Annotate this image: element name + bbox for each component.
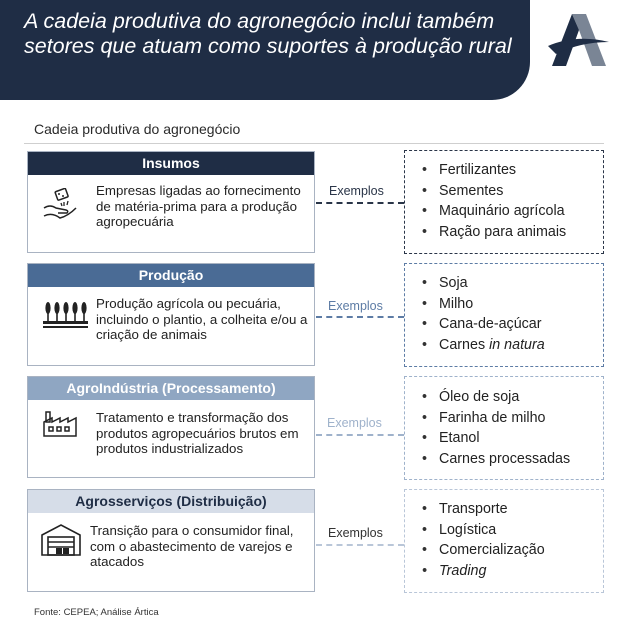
list-item: • Fertilizantes [405, 160, 603, 181]
section-title: Insumos [28, 152, 314, 175]
section-agroindustria [27, 376, 315, 478]
section-description: Empresas ligadas ao fornecimento de matéria-prima para a produção agropecuária [96, 183, 301, 229]
list-item: • Cana-de-açúcar [405, 314, 603, 335]
seed-hand-icon [42, 188, 82, 222]
list-item: • Carnes processadas [405, 449, 603, 470]
list-item: • Trading [405, 561, 603, 582]
section-description: Produção agrícola ou pecuária, incluindo o plantio, a colheita e/ou a criação de animais [96, 296, 308, 342]
chain-subtitle: Cadeia produtiva do agronegócio [34, 121, 241, 137]
source-note: Fonte: CEPEA; Análise Ártica [34, 607, 159, 618]
list-item: • Ração para animais [405, 222, 603, 243]
list-item: • Logística [405, 520, 603, 541]
section-description: Tratamento e transformação dos produtos agropecuários brutos em produtos industrializados [96, 410, 299, 456]
list-item: • Farinha de milho [405, 408, 603, 429]
section-title: Produção [28, 264, 314, 287]
list-item: • Soja [405, 273, 603, 294]
examples-list-agrosservicos [404, 489, 604, 593]
examples-label: Exemplos [329, 184, 384, 198]
list-item: • Transporte [405, 499, 603, 520]
examples-list-producao [404, 263, 604, 367]
section-title: AgroIndústria (Processamento) [28, 377, 314, 400]
section-agrosservicos [27, 489, 315, 592]
divider [24, 143, 604, 144]
list-item: • Comercialização [405, 540, 603, 561]
connector-line [316, 434, 404, 436]
item-text-italic: in natura [489, 336, 545, 353]
examples-label: Exemplos [327, 416, 382, 430]
artica-logo-icon [546, 12, 610, 68]
crop-field-icon [42, 299, 88, 333]
list-item: • Etanol [405, 428, 603, 449]
header-banner [0, 0, 530, 100]
list-item [405, 335, 603, 356]
section-insumos [27, 151, 315, 253]
page-title: A cadeia produtiva do agronegócio inclui também setores que atuam como suportes à produção rural [24, 9, 512, 58]
list-item: • Milho [405, 294, 603, 315]
item-text: Carnes [439, 336, 490, 353]
list-item: • Óleo de soja [405, 387, 603, 408]
examples-list-insumos [404, 150, 604, 254]
examples-label: Exemplos [328, 299, 383, 313]
section-title: Agrosserviços (Distribuição) [28, 490, 314, 513]
section-description: Transição para o consumidor final, com o abastecimento de varejos e atacados [90, 523, 294, 569]
warehouse-icon [40, 523, 82, 557]
connector-line [316, 202, 404, 204]
list-item: • Maquinário agrícola [405, 201, 603, 222]
section-producao [27, 263, 315, 366]
list-item: • Sementes [405, 181, 603, 202]
factory-icon [42, 410, 78, 438]
examples-list-agroindustria [404, 376, 604, 480]
connector-line [316, 544, 404, 546]
connector-line [316, 316, 404, 318]
examples-label: Exemplos [328, 526, 383, 540]
